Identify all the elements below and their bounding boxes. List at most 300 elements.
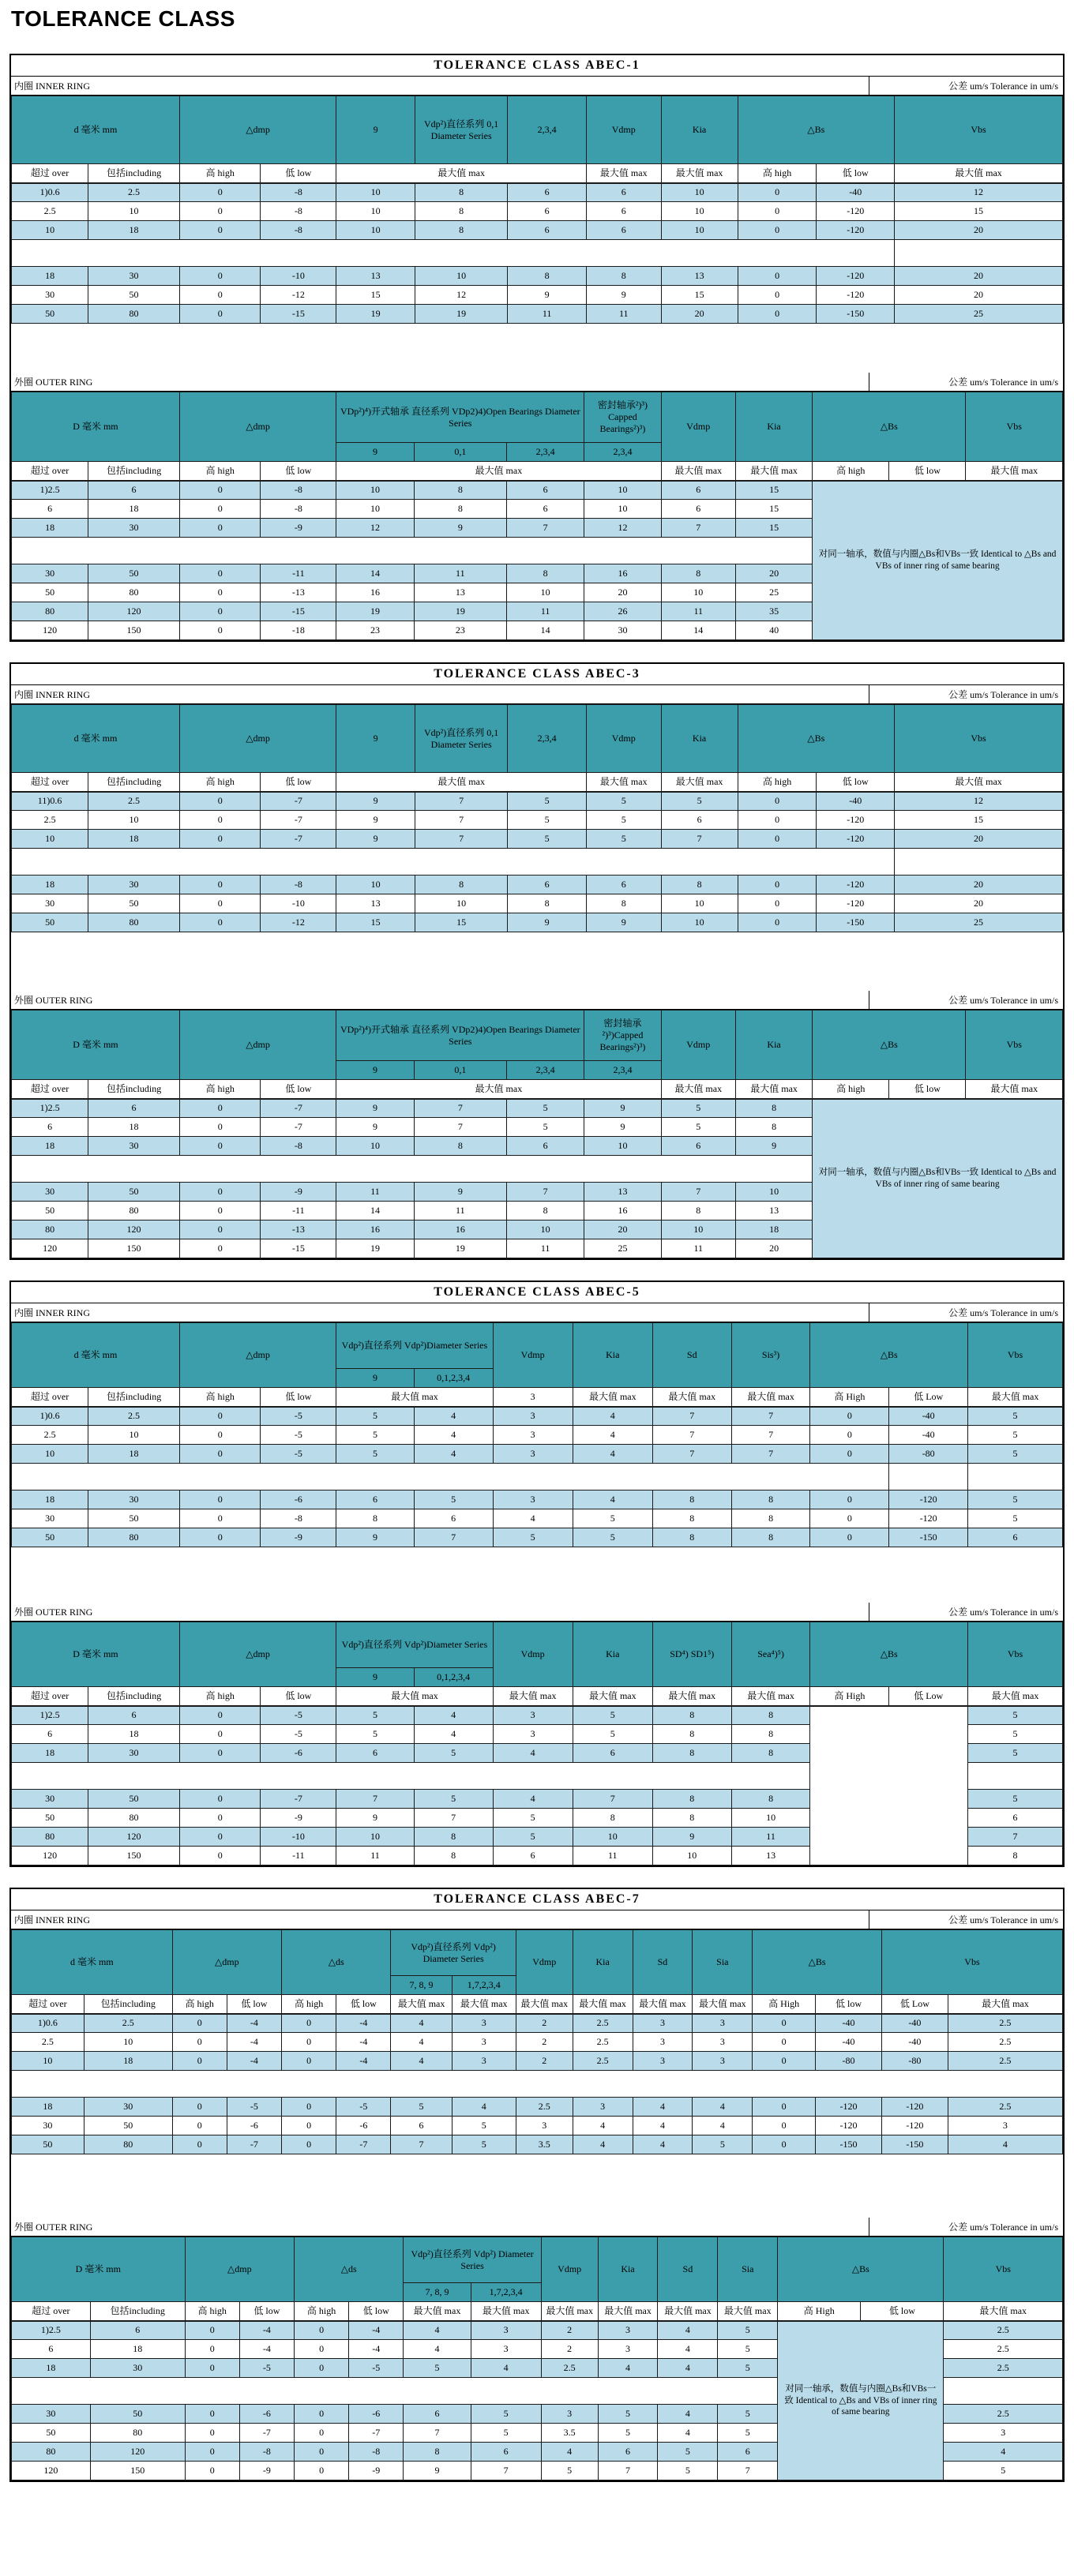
table-cell: 8	[414, 500, 506, 519]
table-cell: 2.5	[573, 2014, 633, 2033]
table-cell: 18	[736, 1221, 813, 1239]
table-cell: 2.5	[88, 792, 180, 811]
sub-header-cell: 最大值 max	[573, 1995, 633, 2014]
table-cell	[12, 2378, 778, 2405]
table-cell: 6	[506, 500, 584, 519]
table-cell: -5	[261, 1426, 336, 1445]
table-cell: 11	[587, 305, 662, 324]
abec-3-outer-ring-bar	[11, 991, 1063, 1010]
tolerance-unit-label: 公差 um/s Tolerance in um/s	[869, 1910, 1063, 1929]
table-cell: 3	[452, 2014, 516, 2033]
table-cell: 5	[944, 2462, 1063, 2480]
table-row	[12, 1407, 1063, 1426]
column-header: VDp²)⁴)开式轴承 直径系列 VDp2)4)Open Bearings Diameter Series	[336, 392, 584, 443]
table-cell: 4	[573, 2135, 633, 2154]
table-cell: -8	[261, 183, 336, 202]
table-cell: 2.5	[84, 2014, 172, 2033]
sub-header-cell: 最大值 max	[598, 2302, 658, 2321]
table-cell: 20	[894, 267, 1062, 286]
table-cell: 1)0.6	[12, 1407, 88, 1426]
table-cell: 10	[661, 183, 738, 202]
table-cell: 4	[414, 1426, 493, 1445]
table-cell: 80	[12, 1828, 88, 1847]
table-cell: 0	[185, 2321, 239, 2340]
column-header: Kia	[573, 1323, 652, 1388]
table-cell: 120	[88, 602, 180, 621]
table-cell: 5	[414, 1790, 493, 1809]
table-cell: 20	[894, 221, 1062, 240]
sub-header-cell: 最大值 max	[731, 1388, 810, 1407]
table-cell: 6	[587, 221, 662, 240]
table-row	[12, 240, 1063, 267]
table-cell: 50	[88, 1509, 180, 1528]
table-cell: -8	[261, 221, 336, 240]
table-cell: 7	[506, 1183, 584, 1202]
column-header: Kia	[573, 1930, 633, 1995]
column-header: 2,3,4	[584, 443, 661, 462]
table-row	[12, 305, 1063, 324]
table-cell: 3	[693, 2014, 753, 2033]
sub-header-cell: 低 low	[861, 2302, 944, 2321]
table-cell: -40	[816, 2014, 882, 2033]
abec-5-inner-table	[11, 1322, 1063, 1547]
table-cell: 3	[493, 1725, 573, 1744]
table-cell: 11	[661, 602, 736, 621]
table-cell: -4	[336, 2033, 391, 2052]
sub-header-cell: 包括including	[88, 462, 180, 481]
table-cell: 10	[661, 913, 738, 932]
table-cell: 15	[736, 481, 813, 500]
table-cell: 6	[587, 202, 662, 221]
table-cell: 0	[185, 2340, 239, 2359]
table-cell: 20	[736, 564, 813, 583]
table-cell: 14	[336, 1202, 414, 1221]
table-cell: 0	[282, 2014, 336, 2033]
column-header: △Bs	[810, 1323, 968, 1388]
column-header: 2,3,4	[584, 1061, 661, 1080]
table-cell	[12, 1156, 813, 1183]
abec-7-outer-ring-bar	[11, 2218, 1063, 2237]
table-cell: 5	[968, 1426, 1063, 1445]
table-cell: 80	[12, 1221, 88, 1239]
column-header: △Bs	[778, 2237, 944, 2302]
table-cell: -15	[261, 602, 336, 621]
table-cell: 120	[12, 1239, 88, 1258]
table-cell: 20	[894, 830, 1062, 849]
table-cell: 20	[661, 305, 738, 324]
table-cell: 150	[88, 621, 180, 640]
table-cell: 30	[88, 519, 180, 538]
column-header: Vdmp	[493, 1622, 573, 1687]
column-header: Kia	[736, 392, 813, 462]
sub-header-cell: 低 low	[261, 1388, 336, 1407]
table-cell: -4	[239, 2321, 294, 2340]
table-cell: 2.5	[516, 2098, 573, 2117]
table-cell: 0	[179, 267, 260, 286]
sub-header-cell: 最大值 max	[661, 462, 736, 481]
table-cell: 0	[179, 1118, 260, 1137]
table-cell: 0	[179, 1239, 260, 1258]
table-cell: 50	[84, 2117, 172, 2135]
table-cell: 120	[12, 621, 88, 640]
table-cell: 9	[508, 913, 587, 932]
table-cell: 2.5	[948, 2014, 1062, 2033]
table-cell: -13	[261, 583, 336, 602]
sub-header-cell: 包括including	[88, 1080, 180, 1099]
table-cell: -5	[261, 1407, 336, 1426]
table-cell: 30	[12, 2405, 91, 2424]
sub-header-cell: 超过 over	[12, 2302, 91, 2321]
abec-1-section	[9, 54, 1065, 642]
table-row	[12, 1706, 1063, 1725]
table-cell: 8	[404, 2443, 471, 2462]
column-header: Vbs	[966, 1011, 1063, 1080]
table-cell: 0	[179, 1183, 260, 1202]
sub-header-cell: 高 high	[295, 2302, 349, 2321]
sub-header-cell: 最大值 max	[948, 1995, 1062, 2014]
table-cell: 4	[944, 2443, 1063, 2462]
table-cell: 3	[598, 2321, 658, 2340]
table-cell: 0	[185, 2424, 239, 2443]
table-cell: 3	[633, 2033, 693, 2052]
table-cell: 0	[185, 2443, 239, 2462]
table-cell: 6	[587, 183, 662, 202]
table-cell: 3	[944, 2424, 1063, 2443]
table-cell: 10	[661, 1221, 736, 1239]
table-cell: 6	[661, 1137, 736, 1156]
sub-header-cell: 高 high	[738, 773, 817, 792]
column-header: Vdp²)直径系列 0,1 Diameter Series	[415, 705, 508, 773]
table-cell: 7	[652, 1426, 731, 1445]
table-cell: 8	[652, 1744, 731, 1763]
table-cell: 9	[336, 1118, 414, 1137]
column-header: 2,3,4	[508, 96, 587, 164]
table-cell: 4	[658, 2321, 718, 2340]
table-cell: 0	[295, 2359, 349, 2378]
table-cell: -11	[261, 564, 336, 583]
sub-header-cell: 最大值 max	[968, 1388, 1063, 1407]
table-cell: 10	[12, 221, 88, 240]
table-cell: 11	[661, 1239, 736, 1258]
outer-ring-label: 外圈 OUTER RING	[14, 995, 93, 1006]
table-cell: 0	[185, 2359, 239, 2378]
column-header: D 毫米 mm	[12, 1011, 180, 1080]
table-cell: 6	[414, 1509, 493, 1528]
sub-header-cell: 高 high	[179, 1080, 260, 1099]
table-cell: 10	[652, 1847, 731, 1865]
table-cell: 20	[894, 876, 1062, 894]
table-row	[12, 1426, 1063, 1445]
table-cell: 14	[506, 621, 584, 640]
outer-ring-label: 外圈 OUTER RING	[14, 377, 93, 388]
table-cell: 12	[894, 792, 1062, 811]
tolerance-unit-label: 公差 um/s Tolerance in um/s	[869, 991, 1063, 1009]
table-cell: 10	[336, 1828, 414, 1847]
table-cell: 6	[12, 1118, 88, 1137]
table-cell: -9	[349, 2462, 404, 2480]
table-cell: 9	[414, 1183, 506, 1202]
column-header: △Bs	[813, 392, 966, 462]
sub-header-cell: 最大值 max	[661, 1080, 736, 1099]
sub-header-cell: 最大值 max	[652, 1388, 731, 1407]
inner-ring-label: 内圈 INNER RING	[14, 1307, 90, 1318]
column-header: d 毫米 mm	[12, 1323, 180, 1388]
table-cell: 50	[12, 913, 88, 932]
table-cell: 5	[968, 1509, 1063, 1528]
table-cell: 5	[471, 2424, 541, 2443]
table-cell: 7	[415, 792, 508, 811]
table-cell: 7	[573, 1790, 652, 1809]
column-header: D 毫米 mm	[12, 2237, 186, 2302]
table-cell: 8	[736, 1118, 813, 1137]
table-cell: -80	[889, 1445, 968, 1464]
table-cell: 5	[968, 1725, 1063, 1744]
table-cell: 3	[452, 2033, 516, 2052]
table-cell: 0	[810, 1426, 889, 1445]
table-cell: -80	[816, 2052, 882, 2071]
table-cell: 0	[753, 2014, 816, 2033]
table-cell: 8	[968, 1847, 1063, 1865]
table-cell: -5	[239, 2359, 294, 2378]
table-cell: 35	[736, 602, 813, 621]
sub-header-cell: 最大值 max	[652, 1687, 731, 1706]
column-header: 9	[336, 705, 415, 773]
column-header: VDp²)⁴)开式轴承 直径系列 VDp2)4)Open Bearings Diameter Series	[336, 1011, 584, 1061]
table-cell: 9	[414, 519, 506, 538]
column-header: Vdmp	[587, 705, 662, 773]
table-cell: 4	[493, 1509, 573, 1528]
table-cell	[968, 1763, 1063, 1790]
abec-5-title: TOLERANCE CLASS ABEC-5	[11, 1282, 1063, 1303]
table-cell: 2	[541, 2340, 598, 2359]
table-cell: 19	[336, 1239, 414, 1258]
column-header: Vdp²)直径系列 0,1 Diameter Series	[415, 96, 508, 164]
table-cell: 16	[584, 564, 661, 583]
sub-header-cell: 最大值 max	[336, 773, 587, 792]
sub-header-cell: 最大值 max	[452, 1995, 516, 2014]
table-cell: -10	[261, 894, 336, 913]
table-cell: 10	[12, 1445, 88, 1464]
column-header: 1,7,2,3,4	[471, 2283, 541, 2302]
table-cell: 5	[493, 1809, 573, 1828]
table-cell: -4	[336, 2052, 391, 2071]
table-cell: -40	[889, 1407, 968, 1426]
tolerance-unit-label: 公差 um/s Tolerance in um/s	[869, 1303, 1063, 1322]
table-row	[12, 811, 1063, 830]
table-cell: 4	[471, 2359, 541, 2378]
sub-header-cell: 包括including	[88, 773, 180, 792]
table-cell: 19	[336, 305, 415, 324]
table-cell: 80	[90, 2424, 185, 2443]
sub-header-cell: 包括including	[88, 1687, 180, 1706]
table-cell: 18	[12, 2098, 84, 2117]
table-cell: 8	[573, 1809, 652, 1828]
table-row	[12, 2098, 1063, 2117]
table-cell: 5	[968, 1744, 1063, 1763]
column-header: Vdmp	[541, 2237, 598, 2302]
table-cell: 11	[414, 564, 506, 583]
table-cell: 19	[415, 305, 508, 324]
table-cell: 0	[738, 894, 817, 913]
section-gap	[11, 2154, 1063, 2218]
table-cell: 8	[508, 267, 587, 286]
sub-header-cell: 最大值 max	[736, 1080, 813, 1099]
outer-ring-label: 外圈 OUTER RING	[14, 1607, 93, 1618]
column-header: △ds	[295, 2237, 404, 2302]
table-cell: 5	[587, 830, 662, 849]
table-cell: 10	[661, 221, 738, 240]
abec-5-section	[9, 1281, 1065, 1867]
abec-7-outer-table	[11, 2237, 1063, 2480]
table-cell: 30	[12, 2117, 84, 2135]
table-cell: 4	[573, 1445, 652, 1464]
sub-header-cell: 最大值 max	[336, 164, 587, 183]
table-cell: 5	[414, 1744, 493, 1763]
table-cell: 8	[587, 267, 662, 286]
table-cell: -120	[817, 286, 894, 305]
table-cell: -12	[261, 286, 336, 305]
table-cell: 7	[968, 1828, 1063, 1847]
table-cell: 18	[88, 500, 180, 519]
table-cell: 8	[508, 894, 587, 913]
table-cell: -6	[239, 2405, 294, 2424]
table-cell: -9	[261, 519, 336, 538]
table-cell: 4	[658, 2424, 718, 2443]
sub-header-cell: 最大值 max	[404, 2302, 471, 2321]
table-cell: 10	[731, 1809, 810, 1828]
table-cell: 2.5	[944, 2359, 1063, 2378]
column-header: 7, 8, 9	[404, 2283, 471, 2302]
table-cell: 0	[179, 1445, 260, 1464]
table-cell: 0	[753, 2052, 816, 2071]
table-cell: 0	[179, 913, 260, 932]
table-cell: 25	[584, 1239, 661, 1258]
column-header: Sd	[658, 2237, 718, 2302]
table-cell: 15	[894, 811, 1062, 830]
table-cell: 2	[516, 2014, 573, 2033]
table-cell: 30	[12, 564, 88, 583]
table-cell: 0	[179, 876, 260, 894]
table-cell: 2.5	[12, 811, 88, 830]
table-cell: 2.5	[541, 2359, 598, 2378]
table-row	[12, 1528, 1063, 1547]
table-cell: 8	[652, 1509, 731, 1528]
sub-header-cell: 最大值 max	[661, 164, 738, 183]
table-row	[12, 202, 1063, 221]
table-cell: 10	[336, 202, 415, 221]
table-row	[12, 183, 1063, 202]
column-header: 9	[336, 1668, 414, 1687]
table-cell: -11	[261, 1847, 336, 1865]
table-cell: 4	[414, 1706, 493, 1725]
column-header: 0,1,2,3,4	[414, 1668, 493, 1687]
table-cell: -120	[817, 894, 894, 913]
table-cell: 3	[493, 1706, 573, 1725]
table-cell: 7	[652, 1407, 731, 1426]
table-cell: 0	[179, 1490, 260, 1509]
table-cell: 80	[88, 913, 180, 932]
table-cell: 0	[179, 1725, 260, 1744]
table-cell: 3	[633, 2014, 693, 2033]
table-cell: -120	[889, 1490, 968, 1509]
table-cell: 50	[12, 2424, 91, 2443]
column-header: △dmp	[172, 1930, 281, 1995]
table-cell: 18	[12, 1744, 88, 1763]
table-cell: 7	[404, 2424, 471, 2443]
column-header: Kia	[736, 1011, 813, 1080]
table-cell: 4	[414, 1445, 493, 1464]
table-cell: -5	[336, 2098, 391, 2117]
table-cell: 7	[391, 2135, 452, 2154]
table-cell: 5	[573, 1528, 652, 1547]
table-cell: 5	[336, 1706, 414, 1725]
table-cell: 6	[404, 2405, 471, 2424]
table-cell: 5	[404, 2359, 471, 2378]
table-cell: 5	[661, 1118, 736, 1137]
table-cell: 13	[661, 267, 738, 286]
table-cell: 2.5	[948, 2033, 1062, 2052]
table-row	[12, 849, 1063, 876]
table-row	[12, 2052, 1063, 2071]
sub-header-cell: 高 High	[753, 1995, 816, 2014]
inner-ring-label: 内圈 INNER RING	[14, 689, 90, 700]
table-cell: 5	[493, 1528, 573, 1547]
table-cell: 0	[282, 2052, 336, 2071]
table-cell: -5	[349, 2359, 404, 2378]
sub-header-cell: 最大值 max	[493, 1687, 573, 1706]
sub-header-cell: 高 High	[810, 1388, 889, 1407]
sub-header-cell: 低 Low	[881, 1995, 948, 2014]
tolerance-unit-label: 公差 um/s Tolerance in um/s	[869, 2218, 1063, 2236]
table-cell: 0	[179, 519, 260, 538]
sub-header-cell: 最大值 max	[966, 462, 1063, 481]
table-cell: 14	[336, 564, 414, 583]
table-cell: 3	[493, 1490, 573, 1509]
table-cell: 6	[336, 1490, 414, 1509]
table-cell: 7	[661, 830, 738, 849]
tolerance-unit-label: 公差 um/s Tolerance in um/s	[869, 373, 1063, 391]
column-header: △Bs	[738, 96, 894, 164]
table-cell: 30	[90, 2359, 185, 2378]
identical-note: 对同一轴承，数值与内圈△Bs和VBs一致 Identical to △Bs and VBs of inner ring of same bearing	[813, 1099, 1063, 1258]
abec-3-title: TOLERANCE CLASS ABEC-3	[11, 664, 1063, 685]
table-cell: -120	[817, 811, 894, 830]
column-header: Vdmp	[493, 1323, 573, 1388]
table-cell: 0	[179, 1407, 260, 1426]
table-cell: 7	[661, 519, 736, 538]
table-cell: 0	[282, 2033, 336, 2052]
table-cell: 5	[598, 2405, 658, 2424]
table-cell: 26	[584, 602, 661, 621]
table-cell: 7	[731, 1407, 810, 1426]
table-cell: 11	[506, 1239, 584, 1258]
table-cell: -8	[261, 1137, 336, 1156]
table-cell: 0	[172, 2135, 227, 2154]
table-cell: 30	[12, 1790, 88, 1809]
table-cell: 4	[658, 2405, 718, 2424]
table-cell: 80	[88, 1202, 180, 1221]
table-cell: 5	[336, 1426, 414, 1445]
table-cell: 120	[12, 1847, 88, 1865]
sub-header-cell: 高 high	[185, 2302, 239, 2321]
table-cell: 5	[968, 1706, 1063, 1725]
table-cell: -18	[261, 621, 336, 640]
table-cell: 0	[282, 2135, 336, 2154]
table-cell: 15	[736, 500, 813, 519]
table-cell: -4	[227, 2033, 281, 2052]
table-cell: 10	[584, 481, 661, 500]
table-cell: 0	[179, 1828, 260, 1847]
